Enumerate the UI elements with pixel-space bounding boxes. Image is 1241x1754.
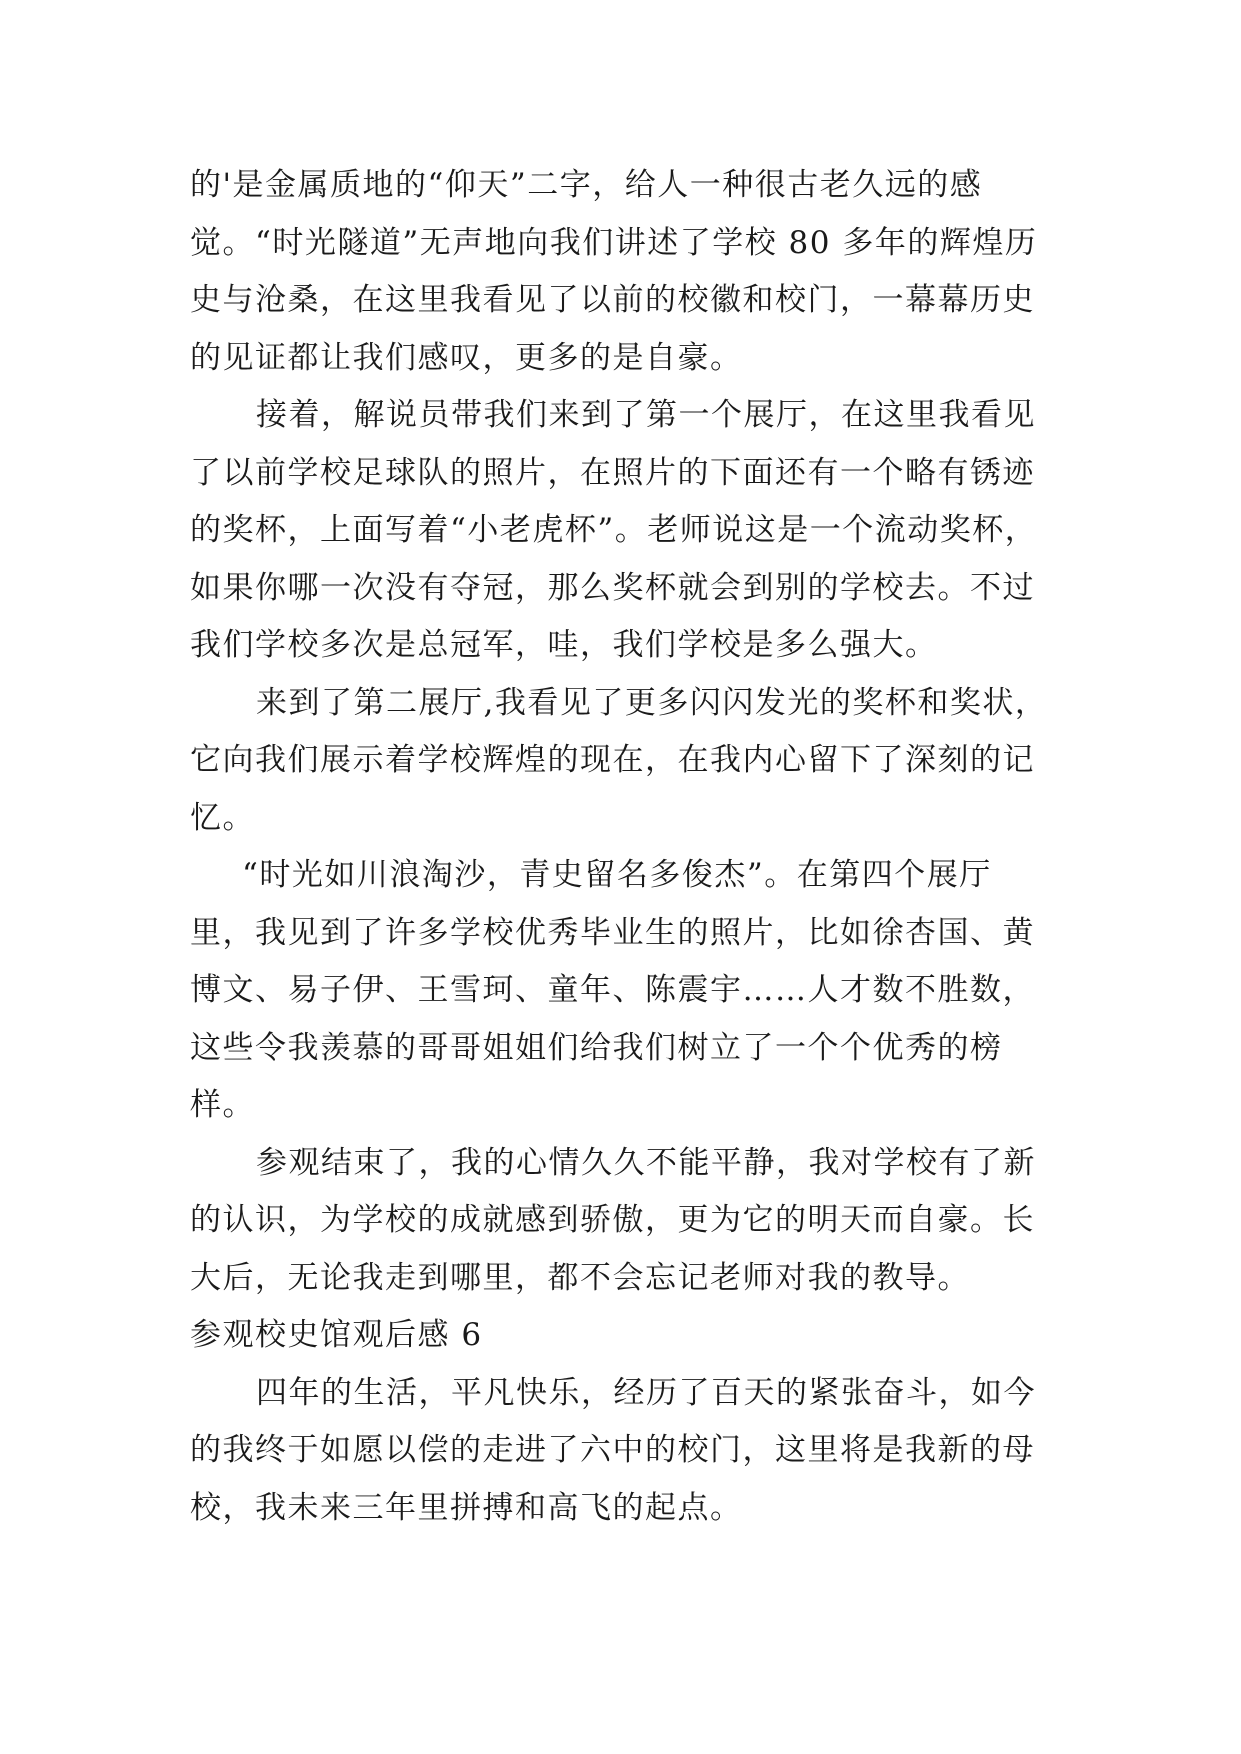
text-line: 这些令我羡慕的哥哥姐姐们给我们树立了一个个优秀的榜 xyxy=(190,1029,1003,1066)
text-line: 我们学校多次是总冠军，哇，我们学校是多么强大。 xyxy=(190,627,938,663)
paragraph-first-line: “时光如川浪淘沙，青史留名多俊杰”。在第四个展厅 xyxy=(242,857,992,893)
document-body xyxy=(190,157,1050,1537)
text-line: 博文、易子伊、王雪珂、童年、陈震宇……人才数不胜数， xyxy=(190,972,1035,1008)
text-line: 觉。“时光隧道”无声地向我们讲述了学校 80 多年的辉煌历 xyxy=(190,224,1038,261)
section-heading: 参观校史馆观后感 6 xyxy=(190,1317,483,1353)
text-line: 样。 xyxy=(190,1087,255,1123)
text-line: 如果你哪一次没有夺冠，那么奖杯就会到别的学校去。不过 xyxy=(190,569,1035,606)
text-line: 的'是金属质地的“仰天”二字，给人一种很古老久远的感 xyxy=(190,167,983,203)
paragraph-first-line: 四年的生活，平凡快乐，经历了百天的紧张奋斗，如今 xyxy=(256,1374,1036,1411)
text-line: 大后，无论我走到哪里，都不会忘记老师对我的教导。 xyxy=(190,1259,970,1296)
text-line: 里，我见到了许多学校优秀毕业生的照片，比如徐杏国、黄 xyxy=(190,914,1035,951)
text-line: 的见证都让我们感叹，更多的是自豪。 xyxy=(190,339,743,376)
text-line: 校，我未来三年里拼搏和高飞的起点。 xyxy=(190,1489,743,1526)
text-line: 忆。 xyxy=(190,799,255,836)
text-line: 史与沧桑，在这里我看见了以前的校徽和校门，一幕幕历史 xyxy=(190,282,1035,318)
text-line: 的奖杯，上面写着“小老虎杯”。老师说这是一个流动奖杯， xyxy=(190,512,1038,548)
paragraph-first-line: 参观结束了，我的心情久久不能平静，我对学校有了新 xyxy=(256,1144,1036,1181)
text-line: 它向我们展示着学校辉煌的现在，在我内心留下了深刻的记 xyxy=(190,742,1035,778)
text-line: 的我终于如愿以偿的走进了六中的校门，这里将是我新的母 xyxy=(190,1432,1035,1468)
text-line: 的认识，为学校的成就感到骄傲，更为它的明天而自豪。长 xyxy=(190,1202,1035,1238)
text-line: 了以前学校足球队的照片，在照片的下面还有一个略有锈迹 xyxy=(190,454,1035,491)
paragraph-first-line: 来到了第二展厅,我看见了更多闪闪发光的奖杯和奖状， xyxy=(256,684,1048,721)
paragraph-first-line: 接着，解说员带我们来到了第一个展厅，在这里我看见 xyxy=(256,397,1036,433)
